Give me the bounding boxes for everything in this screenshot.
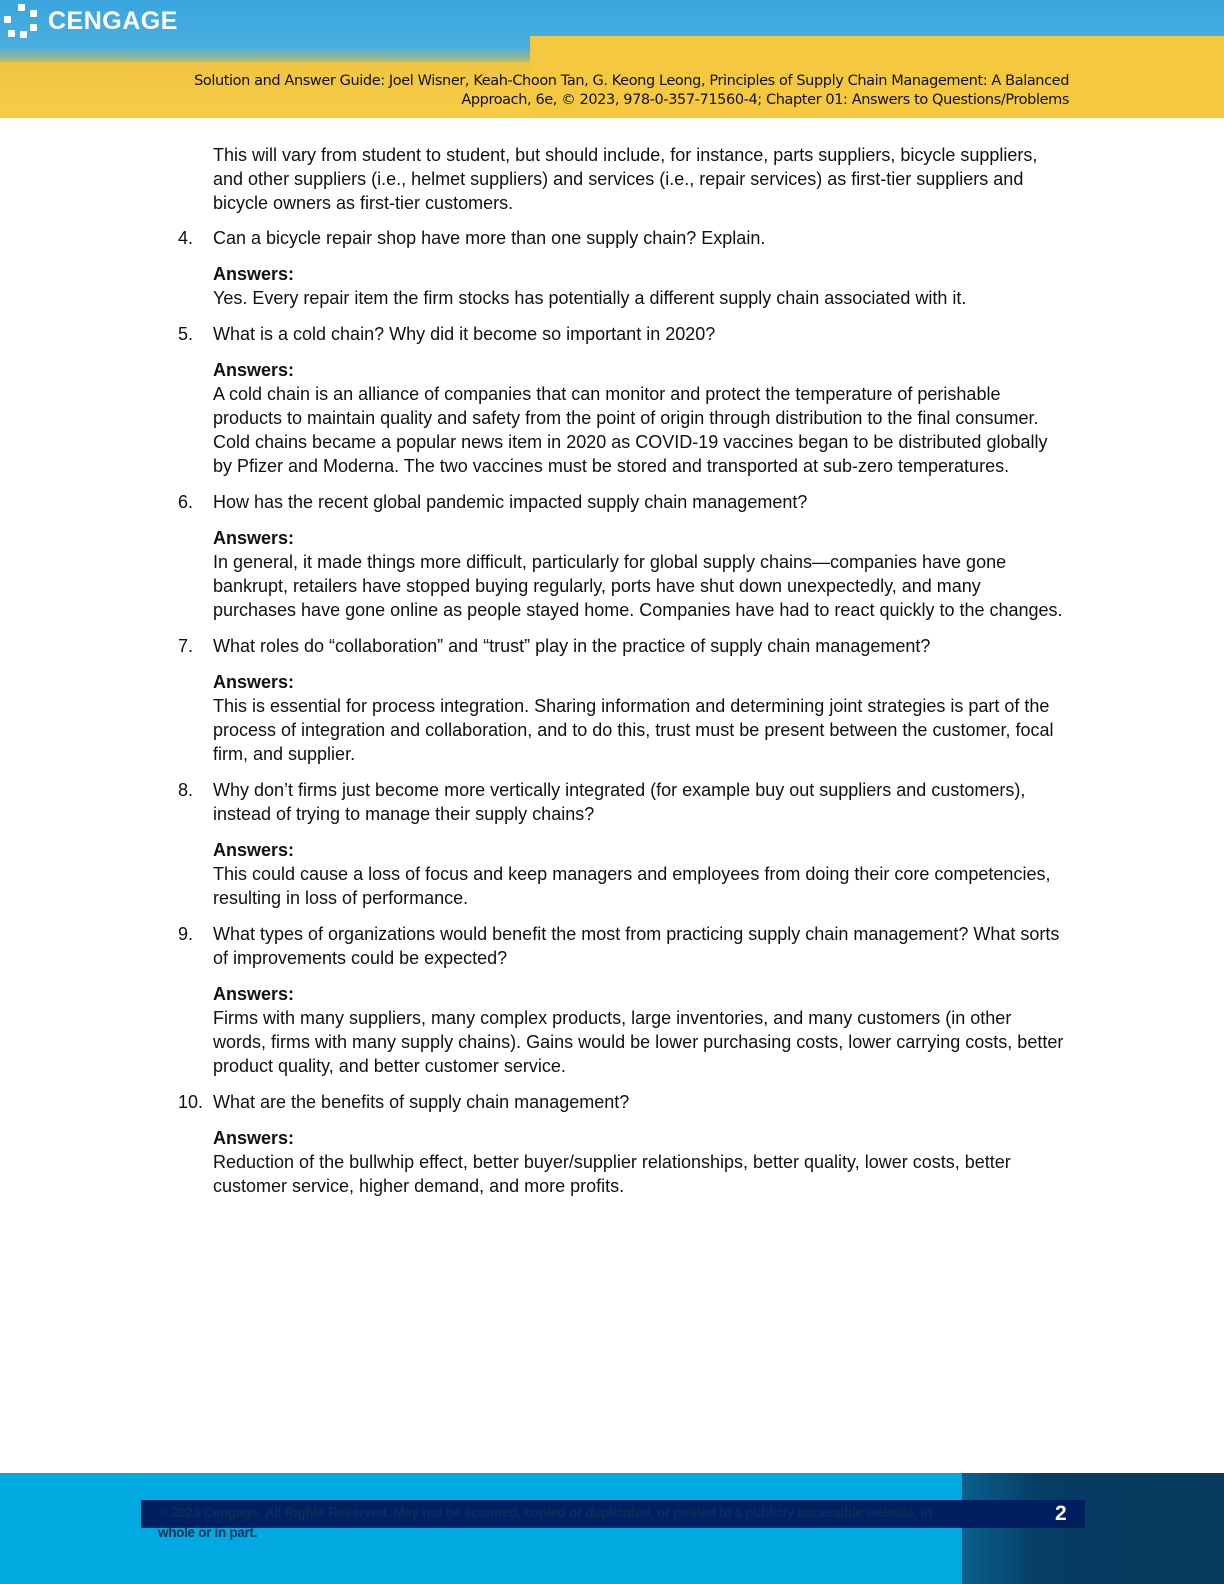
answer-text: This is essential for process integration. Sharing information and determining joint strategies is part of the process of integration and collaboration, and to do this, trust must be present between the customer, focal firm, and supplier. (213, 696, 1054, 764)
question-number: 9. (178, 924, 194, 944)
header-citation (194, 72, 1069, 110)
page-footer (0, 1473, 1224, 1584)
copyright-notice: © 2023 Cengage. All Rights Reserved. May not be scanned, copied or duplicated, or posted to a publicly accessible website, in whole or in part. (158, 1505, 932, 1540)
page-number: 2 (1055, 1502, 1067, 1525)
question-text: What is a cold chain? Why did it become so important in 2020? (213, 324, 716, 344)
brand-name: CENGAGE (48, 6, 178, 35)
cengage-logo-icon (4, 4, 40, 38)
question (178, 1090, 1068, 1114)
answer-text: Reduction of the bullwhip effect, better buyer/supplier relationships, better quality, lower costs, better customer service, higher demand, and more profits. (213, 1152, 1011, 1196)
question (178, 226, 1068, 250)
answer-text: In general, it made things more difficult, particularly for global supply chains—companies have gone bankrupt, retailers have stopped buying regularly, ports have shut down unexpectedly, and many purchases have gone online as people stayed home. Companies have had to react quickly to the changes. (213, 552, 1063, 620)
intro-answer: This will vary from student to student, but should include, for instance, parts suppliers, bicycle suppliers, and other suppliers (i.e., helmet suppliers) and services (i.e., repair services) as first-tier suppliers and bicycle owners as first-tier customers. (213, 145, 1038, 213)
answers-label: Answers: (213, 672, 295, 692)
answers-label: Answers: (213, 360, 295, 380)
cengage-logo (4, 4, 178, 38)
answers-label: Answers: (213, 528, 295, 548)
question (178, 922, 1068, 970)
question-item (178, 1090, 1068, 1198)
question-text: What are the benefits of supply chain management? (213, 1092, 630, 1112)
answer-text: This could cause a loss of focus and keep managers and employees from doing their core competencies, resulting in loss of performance. (213, 864, 1051, 908)
question-item (178, 634, 1068, 766)
answer-text: Firms with many suppliers, many complex products, large inventories, and many customers (in other words, firms with many supply chains). Gains would be lower purchasing costs, lower carrying costs, better product quality, and better customer service. (213, 1008, 1064, 1076)
answer-text: Yes. Every repair item the firm stocks has potentially a different supply chain associated with it. (213, 288, 967, 308)
question-number: 5. (178, 324, 194, 344)
answers-label: Answers: (213, 984, 295, 1004)
question (178, 490, 1068, 514)
question-number: 7. (178, 636, 194, 656)
answers-label: Answers: (213, 1128, 295, 1148)
question (178, 634, 1068, 658)
question-item (178, 922, 1068, 1078)
header-line-1: Solution and Answer Guide: Joel Wisner, Keah-Choon Tan, G. Keong Leong, Principles of Supply Chain Management: A Balanced (194, 73, 1069, 89)
header-line-2: Approach, 6e, © 2023, 978-0-357-71560-4; Chapter 01: Answers to Questions/Problems (461, 92, 1069, 108)
question-item (178, 490, 1068, 622)
question (178, 322, 1068, 346)
question-number: 8. (178, 780, 194, 800)
question-number: 10. (178, 1092, 204, 1112)
question-number: 6. (178, 492, 194, 512)
question-number: 4. (178, 228, 194, 248)
answers-label: Answers: (213, 264, 295, 284)
question-item (178, 322, 1068, 478)
question-text: What types of organizations would benefit the most from practicing supply chain management? What sorts of improvements could be expected? (213, 924, 1060, 968)
page-header (0, 0, 1224, 118)
question-item (178, 226, 1068, 310)
question (178, 778, 1068, 826)
question-item (178, 778, 1068, 910)
question-text: How has the recent global pandemic impacted supply chain management? (213, 492, 808, 512)
question-text: Can a bicycle repair shop have more than one supply chain? Explain. (213, 228, 766, 248)
answers-label: Answers: (213, 840, 295, 860)
question-text: What roles do “collaboration” and “trust” play in the practice of supply chain management? (213, 636, 931, 656)
answer-text: A cold chain is an alliance of companies that can monitor and protect the temperature of perishable products to maintain quality and safety from the point of origin through distribution to the final consumer. Cold chains became a popular news item in 2020 as COVID-19 vaccines began to be distributed globally by Pfizer and Moderna. The two vaccines must be stored and transported at sub-zero temperatures. (213, 384, 1048, 476)
document-body (178, 143, 1068, 1210)
footer-decoration (962, 1473, 1224, 1584)
question-text: Why don’t firms just become more vertically integrated (for example buy out suppliers and customers), instead of trying to manage their supply chains? (213, 780, 1026, 824)
